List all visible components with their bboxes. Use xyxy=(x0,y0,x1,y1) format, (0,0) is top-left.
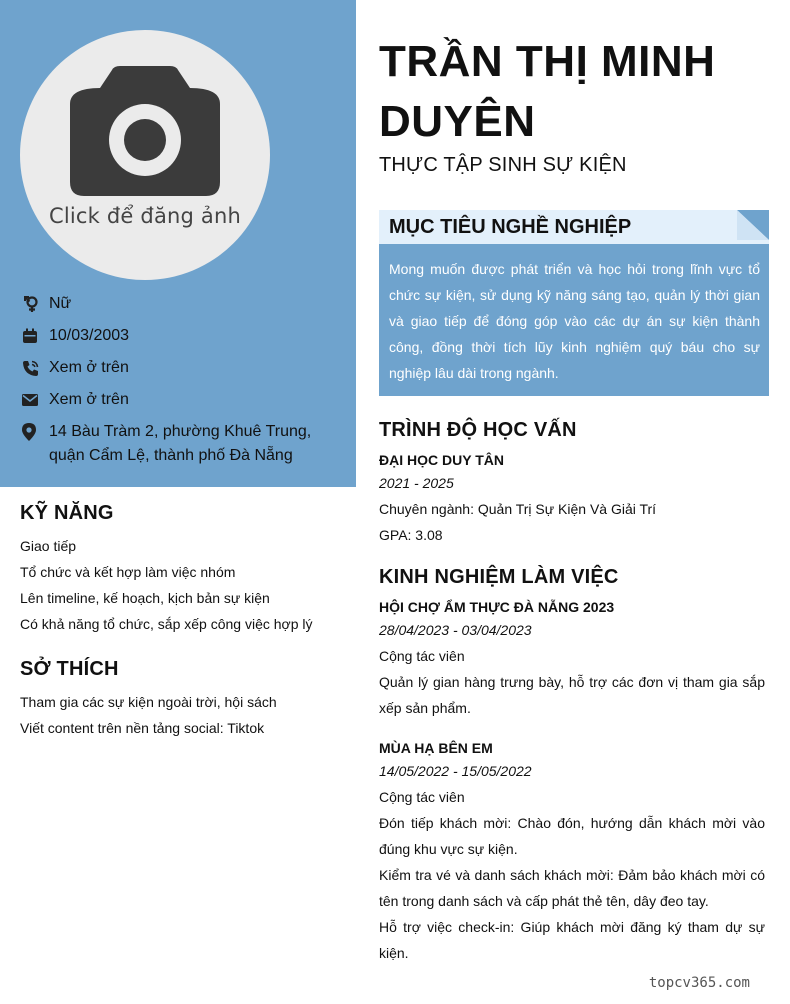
calendar-icon xyxy=(22,324,49,348)
address-line-2: quận Cẩm Lệ, thành phố Đà Nẵng xyxy=(49,447,293,464)
gender-row xyxy=(22,292,342,316)
address-value xyxy=(49,420,311,468)
skills-title: KỸ NĂNG xyxy=(20,502,114,524)
photo-upload[interactable] xyxy=(20,30,270,280)
list-item: Viết content trên nền tảng social: Tiktok xyxy=(20,720,265,736)
job-detail: Hỗ trợ việc check-in: Giúp khách mời đăng ký tham dự sự kiện. xyxy=(379,919,765,961)
birthdate-value: 10/03/2003 xyxy=(49,327,130,344)
hobbies-title: SỞ THÍCH xyxy=(20,658,119,680)
location-pin-icon xyxy=(22,420,49,444)
list-item: Giao tiếp xyxy=(20,538,77,554)
candidate-name xyxy=(379,32,779,152)
objective-title: MỤC TIÊU NGHỀ NGHIỆP xyxy=(389,216,632,238)
skills-section xyxy=(20,502,340,637)
objective-text: Mong muốn được phát triển và học hỏi trong lĩnh vực tổ chức sự kiện, sử dụng kỹ năng sáng tạo, quản lý thời gian và giao tiếp để đóng góp vào các dự án sự kiện thành công, đồng thời tích lũy kinh nghiệm quý báu cho sự nghiệp lâu dài trong ngành. xyxy=(379,244,769,396)
job-title: THỰC TẬP SINH SỰ KIỆN xyxy=(379,154,627,176)
job-detail: Đón tiếp khách mời: Chào đón, hướng dẫn khách mời vào đúng khu vực sự kiện. xyxy=(379,815,765,857)
envelope-icon xyxy=(22,388,49,412)
list-item: Có khả năng tổ chức, sắp xếp công việc hợp lý xyxy=(20,616,313,632)
list-item: Tham gia các sự kiện ngoài trời, hội sách xyxy=(20,694,277,710)
experience-section xyxy=(379,566,765,966)
job-name: MÙA HẠ BÊN EM xyxy=(379,740,493,756)
list-item: Tổ chức và kết hợp làm việc nhóm xyxy=(20,564,236,580)
experience-entry xyxy=(379,738,765,966)
phone-icon xyxy=(22,356,49,380)
address-line-1: 14 Bàu Tràm 2, phường Khuê Trung, xyxy=(49,423,312,440)
education-title: TRÌNH ĐỘ HỌC VẤN xyxy=(379,419,577,441)
birthdate-row xyxy=(22,324,342,348)
sidebar-panel xyxy=(0,0,356,487)
job-period: 14/05/2022 - 15/05/2022 xyxy=(379,763,532,779)
objective-header xyxy=(379,210,769,244)
job-role: Cộng tác viên xyxy=(379,789,465,805)
camera-icon xyxy=(70,66,220,196)
job-role: Cộng tác viên xyxy=(379,648,465,664)
job-detail: Quản lý gian hàng trưng bày, hỗ trợ các đơn vị tham gia sắp xếp sản phẩm. xyxy=(379,674,765,716)
name-line-1: TRẦN THỊ MINH xyxy=(379,37,716,86)
personal-info xyxy=(22,292,342,476)
phone-row xyxy=(22,356,342,380)
education-period: 2021 - 2025 xyxy=(379,475,454,491)
hobbies-section xyxy=(20,658,340,741)
corner-fold-icon xyxy=(737,210,769,240)
brand-watermark: topcv365.com xyxy=(648,975,750,991)
education-gpa: GPA: 3.08 xyxy=(379,527,443,543)
photo-upload-label: Click để đăng ảnh xyxy=(48,204,242,228)
address-row xyxy=(22,420,342,468)
skills-list xyxy=(20,533,340,637)
experience-entry xyxy=(379,597,765,721)
experience-title: KINH NGHIỆM LÀM VIỆC xyxy=(379,566,619,588)
job-period: 28/04/2023 - 03/04/2023 xyxy=(379,622,532,638)
list-item: Lên timeline, kế hoạch, kịch bản sự kiện xyxy=(20,590,270,606)
email-value: Xem ở trên xyxy=(49,391,129,408)
school-name: ĐẠI HỌC DUY TÂN xyxy=(379,452,504,468)
job-detail: Kiểm tra vé và danh sách khách mời: Đảm bảo khách mời có tên trong danh sách và cấp phát thẻ tên, dây đeo tay. xyxy=(379,867,765,909)
email-row xyxy=(22,388,342,412)
phone-value: Xem ở trên xyxy=(49,359,129,376)
job-name: HỘI CHỢ ẨM THỰC ĐÀ NẴNG 2023 xyxy=(379,599,615,615)
education-section xyxy=(379,419,765,548)
gender-value: Nữ xyxy=(49,295,72,312)
hobbies-list xyxy=(20,689,340,741)
gender-icon xyxy=(22,292,49,316)
education-major: Chuyên ngành: Quản Trị Sự Kiện Và Giải Trí xyxy=(379,501,657,517)
name-line-2: DUYÊN xyxy=(379,97,536,146)
